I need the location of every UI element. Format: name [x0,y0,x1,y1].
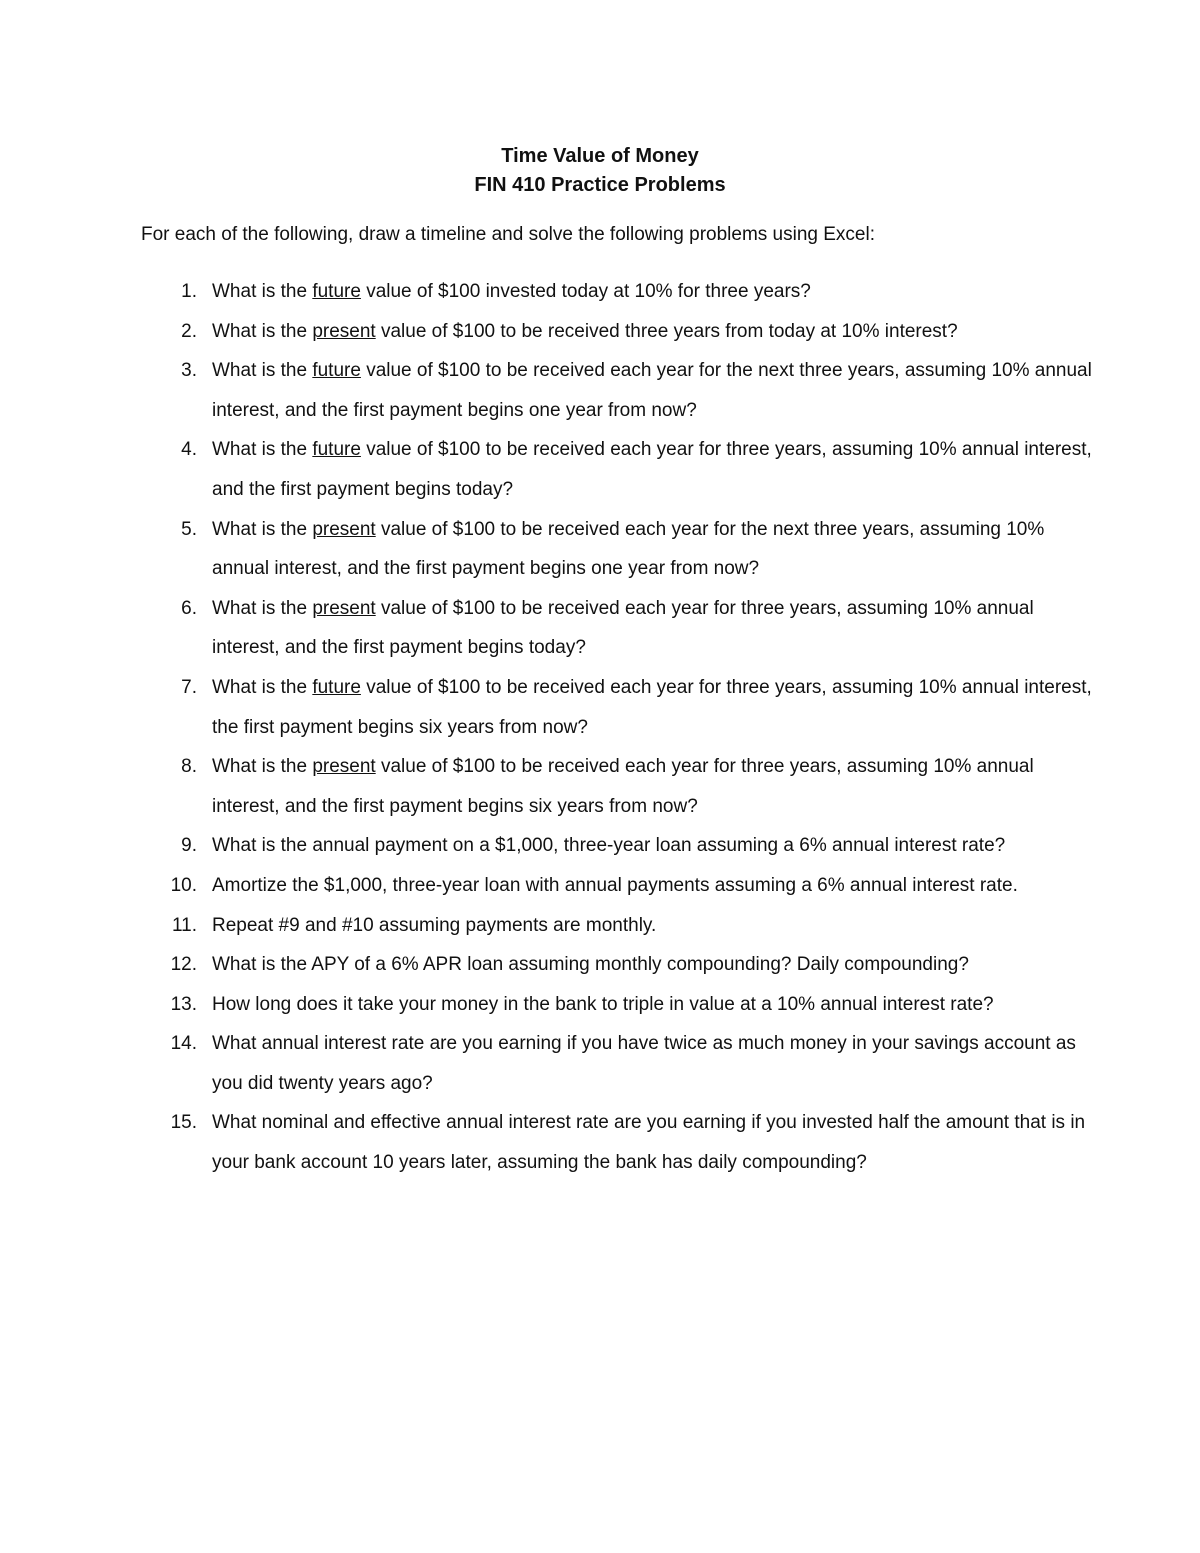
problem-text-rest: value of $100 to be received each year for three years, assuming 10% annual interest, the first payment begins six years from now? [212,676,1092,738]
problem-emphasis: present [312,518,376,540]
problem-text: What annual interest rate are you earning if you have twice as much money in your savings account as you did twenty years ago? [212,1033,1076,1094]
problem-number: 7. [181,676,197,698]
problem-text-rest: value of $100 to be received each year for three years, assuming 10% annual interest, and the first payment begins today? [212,439,1092,500]
problem-number: 11. [171,914,197,936]
problem-text: What is the [212,439,313,461]
problem-text-rest: value of $100 to be received each year for the next three years, assuming 10% annual interest, and the first payment begins one year from now? [212,518,1045,580]
problem-text: What is the APY of a 6% APR loan assuming monthly compounding? Daily compounding? [212,954,969,976]
problem-text: What is the [212,756,313,778]
problem-text-rest: value of $100 to be received each year for three years, assuming 10% annual interest, and the first payment begins today? [212,597,1034,659]
document-subtitle: FIN 410 Practice Problems [474,174,726,196]
problem-item [141,668,1101,747]
problem-text: What is the [212,676,313,698]
problem-item [141,312,1101,352]
problem-number: 9. [181,835,197,857]
problem-number: 8. [181,756,197,778]
problem-emphasis: future [312,360,361,382]
problem-number: 2. [181,320,197,342]
instructions-text: For each of the following, draw a timeline and solve the following problems using Excel: [141,224,875,245]
problem-emphasis: present [312,320,376,342]
document-title: Time Value of Money [501,145,699,167]
problem-item [141,945,1101,985]
problem-text: What is the [212,320,313,342]
problem-item [141,510,1101,589]
problem-text: What is the [212,518,313,540]
problem-number: 15. [170,1112,197,1134]
problem-item [141,351,1101,430]
problem-text: What is the [212,360,313,382]
problem-item [141,906,1101,946]
problem-emphasis: future [312,439,361,461]
problem-text: What is the [212,597,313,619]
problem-item [141,1024,1101,1103]
problem-text: What nominal and effective annual interest rate are you earning if you invested half the amount that is in your bank account 10 years later, assuming the bank has daily compounding? [212,1112,1086,1174]
problem-item [141,866,1101,906]
problem-item [141,430,1101,509]
problem-text-rest: value of $100 to be received each year for three years, assuming 10% annual interest, and the first payment begins six years from now? [212,756,1034,817]
problem-number: 12. [170,954,197,976]
title-block [0,142,1200,200]
problem-text: How long does it take your money in the bank to triple in value at a 10% annual interest rate? [212,993,994,1015]
problem-number: 14. [170,1033,197,1055]
problem-emphasis: present [312,756,376,778]
problem-item [141,826,1101,866]
problem-number: 1. [181,281,197,302]
problem-text-rest: value of $100 to be received each year for the next three years, assuming 10% annual interest, and the first payment begins one year from now? [212,360,1092,421]
problem-number: 5. [181,518,197,540]
problem-emphasis: future [312,281,361,302]
problem-number: 3. [181,360,197,382]
problem-text: What is the annual payment on a $1,000, three-year loan assuming a 6% annual interest rate? [212,835,1006,857]
problem-item [141,985,1101,1025]
problem-item [141,272,1101,312]
problem-number: 6. [181,597,197,619]
problem-text: Amortize the $1,000, three-year loan with annual payments assuming a 6% annual interest rate. [212,874,1018,896]
problem-number: 10. [170,874,197,896]
problem-emphasis: present [312,597,376,619]
problem-item [141,589,1101,668]
problem-text-rest: value of $100 invested today at 10% for three years? [360,281,811,302]
problem-list [141,272,1101,1183]
problem-text: What is the [212,281,313,302]
problem-number: 4. [181,439,197,461]
problem-text-rest: value of $100 to be received three years from today at 10% interest? [375,320,958,342]
problem-text: Repeat #9 and #10 assuming payments are monthly. [212,914,657,936]
problem-emphasis: future [312,676,361,698]
problem-item [141,747,1101,826]
problem-item [141,1103,1101,1182]
problem-number: 13. [170,993,197,1015]
